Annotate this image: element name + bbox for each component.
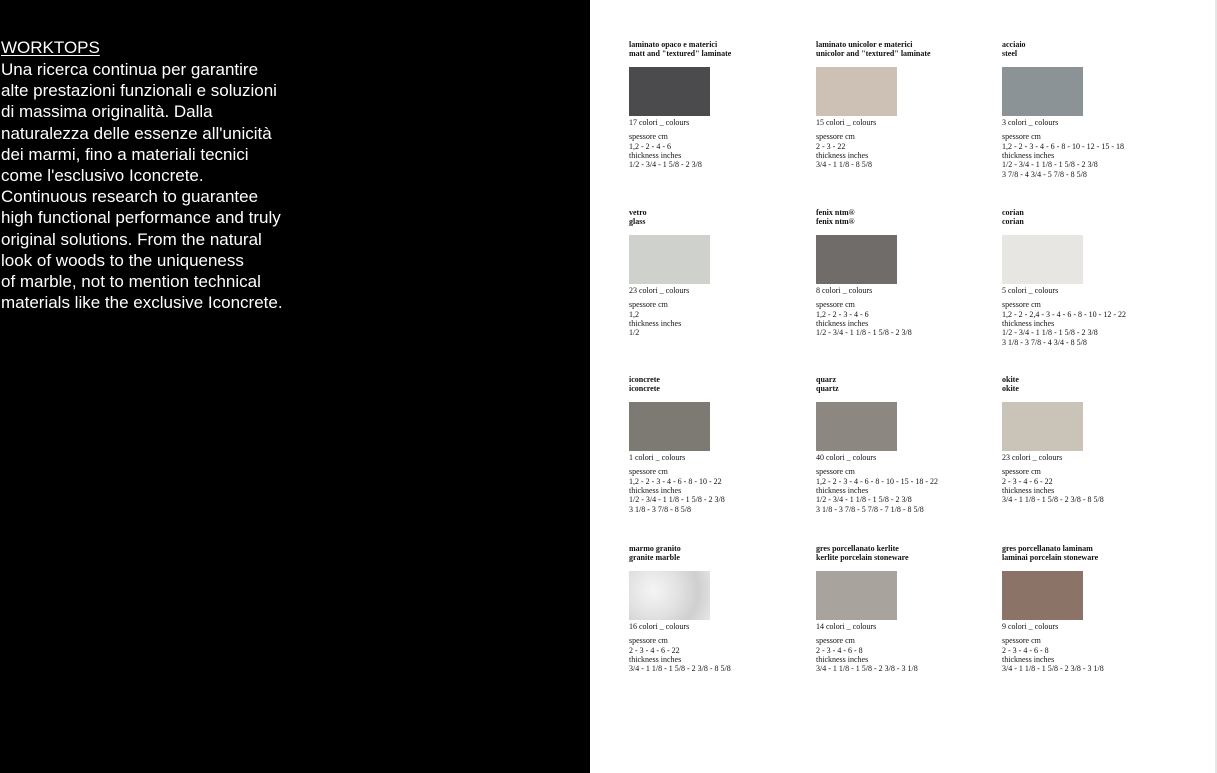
spec-cm-value: 1,2 - 2 - 3 - 4 - 6 - 8 - 10 - 22 <box>629 476 722 486</box>
material-swatch <box>816 402 897 451</box>
spec-inches-value: 3 7/8 - 4 3/4 - 5 7/8 - 8 5/8 <box>1002 169 1087 179</box>
spec-cm-value: 1,2 - 2 - 3 - 4 - 6 - 8 - 10 - 12 - 15 - 18 <box>1002 141 1124 151</box>
material-name-it: gres porcellanato kerlite <box>816 544 899 553</box>
material-name-en: okite <box>1002 384 1019 394</box>
material-name-en: quartz <box>816 384 839 394</box>
material-name-en: unicolor and "textured" laminate <box>816 49 931 59</box>
spec-inches-label: thickness inches <box>816 151 869 161</box>
spec-inches-value: 3/4 - 1 1/8 - 1 5/8 - 2 3/8 - 3 1/8 <box>1002 664 1104 674</box>
material-name-it: fenix ntm® <box>816 208 855 217</box>
material-swatch <box>629 402 710 451</box>
material-specs <box>629 467 809 514</box>
material-name-it: okite <box>1002 375 1019 384</box>
spec-inches-label: thickness inches <box>816 655 869 665</box>
spec-inches-label: thickness inches <box>629 655 682 665</box>
material-colors-count: 14 colori _ colours <box>816 621 877 631</box>
material-specs <box>1002 636 1182 674</box>
material-card <box>1002 375 1182 505</box>
material-name-en: matt and "textured" laminate <box>629 49 732 59</box>
material-name-en: iconcrete <box>629 384 660 394</box>
spec-cm-value: 1,2 - 2 - 2,4 - 3 - 4 - 6 - 8 - 10 - 12 - 22 <box>1002 309 1126 319</box>
material-specs <box>1002 300 1182 347</box>
spec-cm-label: spessore cm <box>816 300 855 310</box>
material-name-en: kerlite porcelain stoneware <box>816 553 909 563</box>
material-swatch <box>1002 67 1083 116</box>
spec-cm-label: spessore cm <box>816 636 855 646</box>
spec-cm-value: 1,2 - 2 - 3 - 4 - 6 <box>816 309 869 319</box>
material-specs <box>629 300 809 338</box>
material-card <box>1002 544 1182 674</box>
material-card <box>629 544 809 674</box>
material-card <box>1002 208 1182 347</box>
spec-cm-value: 1,2 - 2 - 4 - 6 <box>629 141 671 151</box>
spec-inches-value: 1/2 - 3/4 - 1 1/8 - 1 5/8 - 2 3/8 <box>1002 328 1098 338</box>
intro-panel <box>0 0 590 773</box>
material-colors-count: 3 colori _ colours <box>1002 117 1059 127</box>
material-colors-count: 5 colori _ colours <box>1002 285 1059 295</box>
spec-inches-value: 1/2 - 3/4 - 1 1/8 - 1 5/8 - 2 3/8 <box>816 328 912 338</box>
material-name-it: acciaio <box>1002 40 1026 49</box>
materials-panel <box>590 0 1217 773</box>
material-colors-count: 1 colori _ colours <box>629 452 686 462</box>
spec-cm-value: 2 - 3 - 4 - 6 - 22 <box>629 645 680 655</box>
material-card <box>629 375 809 514</box>
material-specs <box>629 636 809 674</box>
material-swatch <box>1002 571 1083 620</box>
material-specs <box>629 132 809 170</box>
material-card <box>1002 40 1182 179</box>
spec-cm-label: spessore cm <box>816 132 855 142</box>
spec-inches-value: 1/2 - 3/4 - 1 1/8 - 1 5/8 - 2 3/8 <box>629 495 725 505</box>
material-name-it: quarz <box>816 375 836 384</box>
spec-cm-label: spessore cm <box>1002 467 1041 477</box>
material-name-it: marmo granito <box>629 544 681 553</box>
material-card <box>816 40 996 170</box>
material-colors-count: 23 colori _ colours <box>629 285 690 295</box>
spec-cm-label: spessore cm <box>629 300 668 310</box>
spec-cm-value: 2 - 3 - 4 - 6 - 8 <box>1002 645 1049 655</box>
material-swatch <box>816 67 897 116</box>
material-colors-count: 16 colori _ colours <box>629 621 690 631</box>
material-colors-count: 17 colori _ colours <box>629 117 690 127</box>
spec-inches-value: 3 1/8 - 3 7/8 - 4 3/4 - 8 5/8 <box>1002 337 1087 347</box>
material-colors-count: 40 colori _ colours <box>816 452 877 462</box>
spec-cm-value: 1,2 <box>629 309 639 319</box>
spec-cm-value: 2 - 3 - 4 - 6 - 8 <box>816 645 863 655</box>
spec-inches-label: thickness inches <box>816 486 869 496</box>
spec-inches-label: thickness inches <box>1002 655 1055 665</box>
material-name-it: laminato opaco e materici <box>629 40 718 49</box>
spec-inches-label: thickness inches <box>629 486 682 496</box>
spec-inches-value: 3 1/8 - 3 7/8 - 8 5/8 <box>629 504 691 514</box>
material-specs <box>1002 467 1182 505</box>
material-swatch <box>1002 235 1083 284</box>
spec-cm-label: spessore cm <box>1002 132 1041 142</box>
spec-inches-label: thickness inches <box>1002 319 1055 329</box>
spec-cm-value: 1,2 - 2 - 3 - 4 - 6 - 8 - 10 - 15 - 18 - 22 <box>816 476 938 486</box>
intro-text: Una ricerca continua per garantire alte prestazioni funzionali e soluzioni di massima originalità. Dalla naturalezza delle essenze all'unicità dei marmi, fino a materiali tecnici come l'esclusivo Iconcrete. Continuous research to guarantee high functional performance and truly original solutions. From the natural look of woods to the uniqueness of marble, not to mention technical materials like the exclusive Iconcrete. <box>1 60 283 313</box>
material-swatch <box>629 235 710 284</box>
material-card <box>629 40 809 170</box>
spec-inches-label: thickness inches <box>629 319 682 329</box>
material-swatch <box>816 571 897 620</box>
material-card <box>816 208 996 338</box>
material-swatch <box>629 67 710 116</box>
spec-cm-label: spessore cm <box>629 132 668 142</box>
material-specs <box>1002 132 1182 179</box>
spec-inches-value: 1/2 - 3/4 - 1 1/8 - 1 5/8 - 2 3/8 <box>816 495 912 505</box>
material-name-en: fenix ntm® <box>816 217 855 227</box>
material-name-en: laminai porcelain stoneware <box>1002 553 1099 563</box>
spec-inches-value: 1/2 <box>629 328 640 338</box>
material-swatch <box>816 235 897 284</box>
section-heading: WORKTOPS <box>1 38 100 57</box>
material-specs <box>816 467 996 514</box>
material-specs <box>816 300 996 338</box>
material-colors-count: 9 colori _ colours <box>1002 621 1059 631</box>
material-name-en: corian <box>1002 217 1024 227</box>
material-name-it: iconcrete <box>629 375 660 384</box>
material-specs <box>816 132 996 170</box>
spec-cm-label: spessore cm <box>816 467 855 477</box>
material-swatch <box>629 571 710 620</box>
material-card <box>629 208 809 338</box>
material-name-en: granite marble <box>629 553 680 563</box>
material-name-en: steel <box>1002 49 1018 59</box>
spec-inches-label: thickness inches <box>1002 151 1055 161</box>
material-name-it: vetro <box>629 208 647 217</box>
material-name-it: corian <box>1002 208 1024 217</box>
spec-inches-label: thickness inches <box>1002 486 1055 496</box>
spec-cm-value: 2 - 3 - 4 - 6 - 22 <box>1002 476 1053 486</box>
material-name-en: glass <box>629 217 646 227</box>
spec-inches-value: 3/4 - 1 1/8 - 1 5/8 - 2 3/8 - 8 5/8 <box>1002 495 1104 505</box>
spec-inches-value: 1/2 - 3/4 - 1 5/8 - 2 3/8 <box>629 160 702 170</box>
spec-inches-value: 3/4 - 1 1/8 - 1 5/8 - 2 3/8 - 3 1/8 <box>816 664 918 674</box>
material-swatch <box>1002 402 1083 451</box>
material-specs <box>816 636 996 674</box>
spec-cm-value: 2 - 3 - 22 <box>816 141 846 151</box>
material-colors-count: 23 colori _ colours <box>1002 452 1063 462</box>
spec-inches-label: thickness inches <box>629 151 682 161</box>
spec-cm-label: spessore cm <box>1002 300 1041 310</box>
material-card <box>816 375 996 514</box>
spec-cm-label: spessore cm <box>629 636 668 646</box>
spec-inches-value: 1/2 - 3/4 - 1 1/8 - 1 5/8 - 2 3/8 <box>1002 160 1098 170</box>
spec-inches-value: 3/4 - 1 1/8 - 8 5/8 <box>816 160 872 170</box>
spec-inches-value: 3 1/8 - 3 7/8 - 5 7/8 - 7 1/8 - 8 5/8 <box>816 504 924 514</box>
material-name-it: gres porcellanato laminam <box>1002 544 1093 553</box>
material-colors-count: 15 colori _ colours <box>816 117 877 127</box>
material-card <box>816 544 996 674</box>
spec-inches-value: 3/4 - 1 1/8 - 1 5/8 - 2 3/8 - 8 5/8 <box>629 664 731 674</box>
material-name-it: laminato unicolor e materici <box>816 40 913 49</box>
material-colors-count: 8 colori _ colours <box>816 285 873 295</box>
spec-cm-label: spessore cm <box>629 467 668 477</box>
spec-inches-label: thickness inches <box>816 319 869 329</box>
spec-cm-label: spessore cm <box>1002 636 1041 646</box>
